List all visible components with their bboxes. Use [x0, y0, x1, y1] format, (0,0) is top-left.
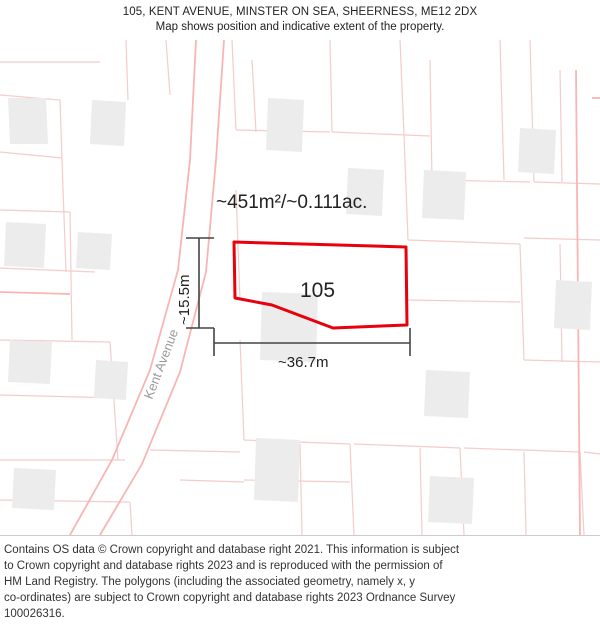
- copyright-line-1: Contains OS data © Crown copyright and database right 2021. This information is subject: [4, 544, 460, 556]
- height-label: ~15.5m: [176, 274, 193, 325]
- page-subtitle: Map shows position and indicative extent of the property.: [155, 21, 445, 33]
- copyright-line-5: 100026316.: [4, 608, 65, 620]
- copyright-line-4: co-ordinates) are subject to Crown copyright and database rights 2023 Ordnance Survey: [4, 592, 456, 604]
- width-label: ~36.7m: [278, 354, 329, 371]
- street-label: Kent Avenue: [140, 327, 182, 402]
- copyright-line-2: to Crown copyright and database rights 2023 and is reproduced with the permission of: [4, 560, 443, 572]
- page-header: [0, 0, 600, 40]
- map-canvas[interactable]: [0, 40, 600, 535]
- page-title: 105, KENT AVENUE, MINSTER ON SEA, SHEERNESS, ME12 2DX: [122, 6, 478, 18]
- copyright-footer: [0, 535, 600, 625]
- area-label: ~451m²/~0.111ac.: [216, 192, 368, 213]
- plot-number-label: 105: [300, 279, 336, 302]
- copyright-line-3: HM Land Registry. The polygons (including the associated geometry, namely x, y: [4, 576, 416, 588]
